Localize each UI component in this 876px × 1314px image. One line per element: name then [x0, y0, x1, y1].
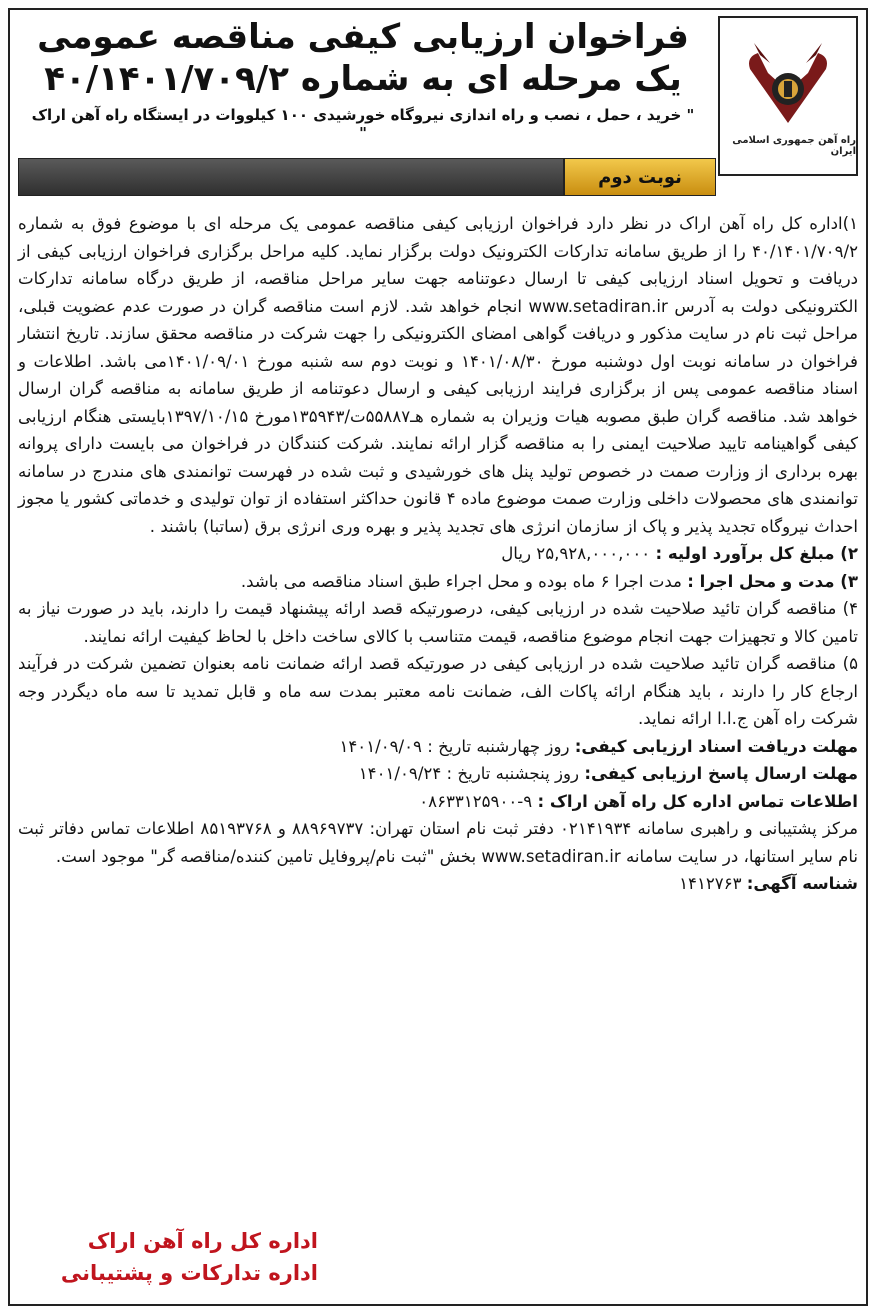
paragraph-4: ۴) مناقصه گران تائید صلاحیت شده در ارزیابی کیفی، درصورتیکه قصد ارائه پیشنهاد قیمت را دارند، باید در صورت نیاز به تامین کالا و تجهیزات جهت انجام موضوع مناقصه، قیمت متناسب با کالای ساخت داخل با لحاظ کیفیت ارائه نمایند.	[18, 599, 858, 646]
paragraph-2	[18, 540, 858, 568]
deadline-documents-value: روز چهارشنبه تاریخ : ۱۴۰۱/۰۹/۰۹	[339, 736, 570, 756]
contact-value: ۹-۰۸۶۳۳۱۲۵۹۰۰	[419, 791, 533, 811]
deadline-response	[18, 760, 858, 788]
paragraph-3	[18, 568, 858, 596]
contact-info	[18, 788, 858, 816]
estimate-label: ۲) مبلغ کل برآورد اولیه :	[655, 544, 858, 563]
logo-caption: راه آهن جمهوری اسلامی ایران	[732, 135, 856, 157]
deadline-response-label: مهلت ارسال پاسخ ارزیابی کیفی:	[584, 764, 858, 783]
title-block	[28, 16, 698, 142]
tender-subject: " خرید ، حمل ، نصب و راه اندازی نیروگاه خورشیدی ۱۰۰ کیلووات در ایستگاه راه آهن اراک "	[31, 106, 695, 142]
railway-logo-box	[718, 16, 858, 176]
duration-label: ۳) مدت و محل اجرا :	[687, 571, 858, 591]
paragraph-1: ۱)اداره کل راه آهن اراک در نظر دارد فراخوان ارزیابی کیفی مناقصه عمومی یک مرحله ای با موضوع فوق به شماره ۴۰/۱۴۰۱/۷۰۹/۲ را از طریق سامانه تدارکات الکترونیک دولت برگزار نماید. کلیه مراحل برگزاری فراخوان ارزیابی کیفی از دریافت و تحویل اسناد ارزیابی کیفی تا ارسال دعوتنامه جهت سایر مراحل مناقصه، از طریق درگاه سامانه تدارکات الکترونیکی دولت به آدرس www.setadiran.ir انجام خواهد شد. لازم است مناقصه گران در صورت عدم عضویت قبلی، مراحل ثبت نام در سایت مذکور و دریافت گواهی امضای الکترونیکی را جهت شرکت در مناقصه محقق سازند. تاریخ انتشار فراخوان در سامانه نوبت اول دوشنبه مورخ ۱۴۰۱/۰۸/۳۰ و نوبت دوم سه شنبه مورخ ۱۴۰۱/۰۹/۰۱می باشد. اطلاعات و اسناد مناقصه عمومی پس از برگزاری فرایند ارزیابی کیفی و ارسال دعوتنامه از طریق سامانه به مناقصه گران ارسال خواهد شد. مناقصه گران طبق مصوبه هیات وزیران به شماره هـ۵۵۸۸۷ت/۱۳۵۹۴۳مورخ ۱۳۹۷/۱۰/۱۵بایستی هنگام ارزیابی کیفی گواهینامه تایید صلاحیت ایمنی را به مناقصه گزار ارائه نمایند. شرکت کنندگان در فراخوان می بایست دارای پروانه بهره برداری از وزارت صمت در خصوص تولید پنل های خورشیدی و ثبت شده در فهرست توانمندی های مندرج در سامانه توانمندی های محصولات داخلی وزارت صمت موضوع ماده ۴ قانون حداکثر استفاده از توان تولیدی و خدماتی کشور یا مجوز احداث نیروگاه تجدید پذیر و پاک از سازمان انرژی های تجدید پذیر و بهره وری انرژی برق (ساتبا) باشند .	[18, 214, 859, 536]
notice-body	[18, 210, 858, 898]
issuer-name: اداره کل راه آهن اراک	[87, 1229, 318, 1253]
railway-logo-icon	[740, 35, 836, 131]
deadline-documents	[18, 733, 858, 761]
issuer-department: اداره تدارکات و پشتیبانی	[60, 1261, 318, 1285]
ad-id	[18, 870, 858, 898]
deadline-response-value: روز پنجشنبه تاریخ : ۱۴۰۱/۰۹/۲۴	[358, 764, 580, 783]
issuer-signature	[18, 1225, 318, 1289]
paragraph-5: ۵) مناقصه گران تائید صلاحیت شده در ارزیابی کیفی در صورتیکه قصد ارائه ضمانت نامه بعنوان تضمین شرکت در فرآیند ارجاع کار را دارند ، باید هنگام ارائه پاکات الف، ضمانت نامه معتبر بمدت سه ماه و قابل تمدید تا سه ماه دیگردر وجه شرکت راه آهن ج.ا.ا ارائه نماید.	[18, 654, 858, 728]
estimate-value: ۲۵,۹۲۸,۰۰۰,۰۰۰ ریال	[501, 544, 651, 563]
duration-value: مدت اجرا ۶ ماه بوده و محل اجراء طبق اسناد مناقصه می باشد.	[240, 571, 682, 591]
deadline-documents-label: مهلت دریافت اسناد ارزیابی کیفی:	[574, 736, 858, 756]
tender-number-title: یک مرحله ای به شماره ۴۰/۱۴۰۱/۷۰۹/۲	[44, 59, 682, 99]
ad-id-label: شناسه آگهی:	[746, 874, 858, 893]
page-title: فراخوان ارزیابی کیفی مناقصه عمومی	[37, 17, 689, 57]
contact-label: اطلاعات تماس اداره کل راه آهن اراک :	[537, 791, 858, 811]
round-badge: نوبت دوم	[563, 159, 715, 195]
ad-id-value: ۱۴۱۲۷۶۳	[679, 874, 742, 893]
round-bar	[18, 158, 716, 196]
notice-header	[18, 16, 858, 156]
support-info: مرکز پشتیبانی و راهبری سامانه ۰۲۱۴۱۹۳۴ دفتر ثبت نام استان تهران: ۸۸۹۶۹۷۳۷ و ۸۵۱۹۳۷۶۸ اطلاعات تماس دفاتر ثبت نام سایر استانها، در سایت سامانه www.setadiran.ir بخش "ثبت نام/پروفایل تامین کننده/مناقصه گر" موجود است.	[18, 819, 858, 866]
